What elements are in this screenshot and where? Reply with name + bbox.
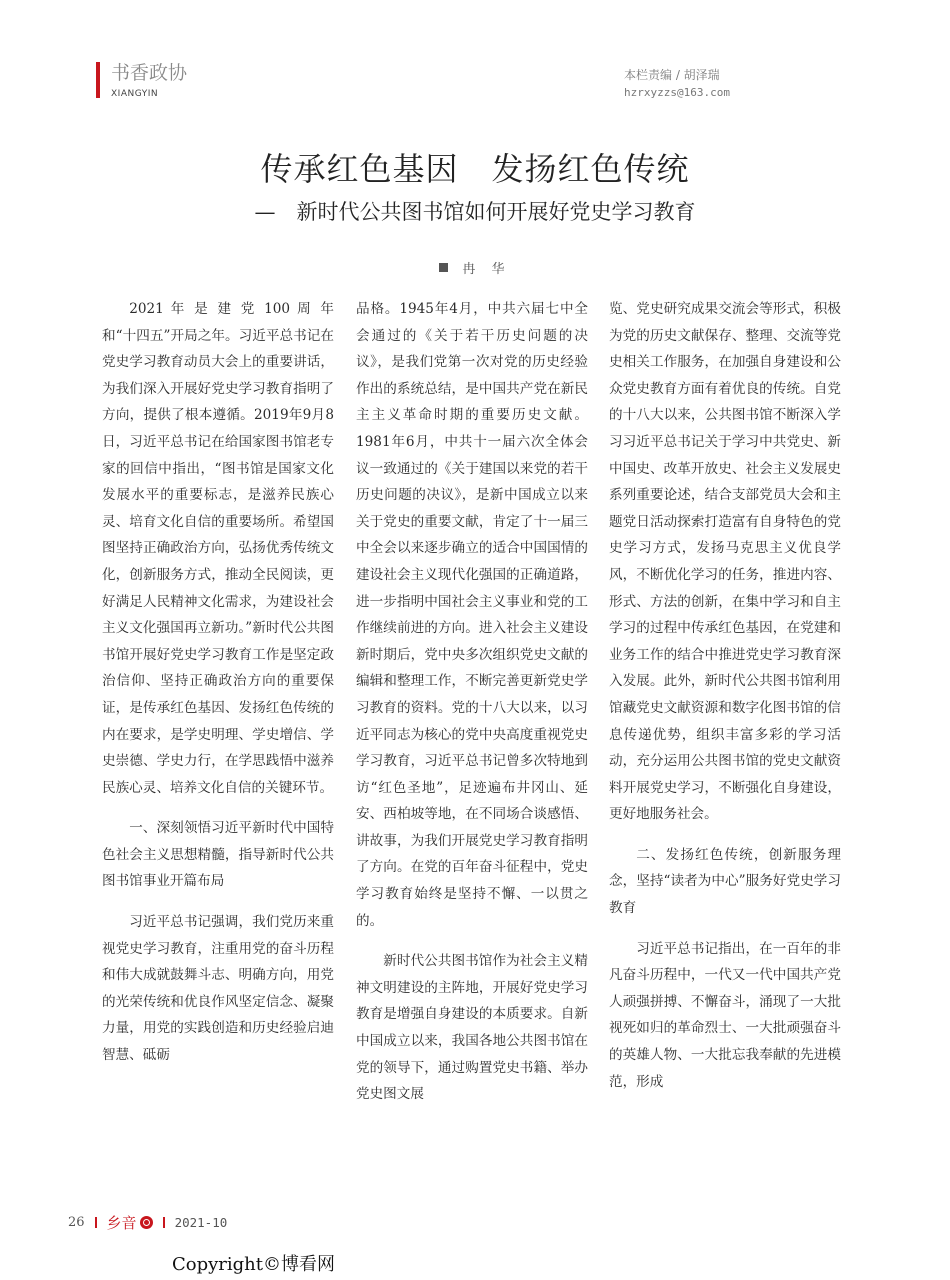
text-column-2: [356, 296, 588, 1108]
section-title: 书香政协: [111, 62, 188, 84]
text-column-3: [609, 296, 841, 1095]
editor-info: [624, 66, 824, 99]
square-bullet-icon: [439, 263, 448, 272]
page-number: 26: [68, 1215, 85, 1230]
column-editor: 本栏责编 / 胡泽瑞: [624, 68, 720, 82]
section-english-title: XIANGYIN: [111, 89, 159, 99]
magazine-logo-icon: [140, 1216, 153, 1229]
body-paragraph: 品格。1945年4月，中共六届七中全会通过的《关于若干历史问题的决议》，是我们党第一次对党的历史经验作出的系统总结，是中国共产党在新民主主义革命时期的重要历史文献。1981年6月，中共十一届六次全体会议一致通过的《关于建国以来党的若干历史问题的决议》，是新中国成立以来关于党史的重要文献，肯定了十一届三中全会以来逐步确立的适合中国国情的建设社会主义现代化强国的正确道路，进一步指明中国社会主义事业和党的工作继续前进的方向。进入社会主义建设新时期后，党中央多次组织党史文献的编辑和整理工作，不断完善更新党史学习教育的资料。党的十八大以来，以习近平同志为核心的党中央高度重视党史学习教育，习近平总书记曾多次特地到访“红色圣地”，足迹遍布井冈山、延安、西柏坡等地，在不同场合谈感悟、讲故事，为我们开展党史学习教育指明了方向。在党的百年奋斗征程中，党史学习教育始终是坚持不懈、一以贯之的。: [356, 301, 588, 929]
body-paragraph: 习近平总书记强调，我们党历来重视党史学习教育，注重用党的奋斗历程和伟大成就鼓舞斗志、明确方向，用党的光荣传统和优良作风坚定信念、凝聚力量，用党的实践创造和历史经验启迪智慧、砥砺: [102, 914, 334, 1064]
section-accent-bar: [96, 62, 100, 98]
footer-divider: [163, 1217, 165, 1228]
body-paragraph: 览、党史研究成果交流会等形式，积极为党的历史文献保存、整理、交流等党史相关工作服务，在加强自身建设和公众党史教育方面有着优良的传统。自党的十八大以来，公共图书馆不断深入学习习近平总书记关于学习中共党史、新中国史、改革开放史、社会主义发展史系列重要论述，结合支部党员大会和主题党日活动探索打造富有自身特色的党史学习方式，发扬马克思主义优良学风，不断优化学习的任务，推进内容、形式、方法的创新，在集中学习和自主学习的过程中传承红色基因，在党建和业务工作的结合中推进党史学习教育深入发展。此外，新时代公共图书馆利用馆藏党史文献资源和数字化图书馆的信息传递优势，组织丰富多彩的学习活动，充分运用公共图书馆的党史文献资料开展党史学习，不断强化自身建设，更好地服务社会。: [609, 301, 841, 823]
page-footer: [68, 1212, 227, 1233]
article-title: 传承红色基因 发扬红色传统: [260, 150, 690, 188]
article-subtitle: — 新时代公共图书馆如何开展好党史学习教育: [254, 200, 696, 224]
body-paragraph: 习近平总书记指出，在一百年的非凡奋斗历程中，一代又一代中国共产党人顽强拼搏、不懈奋斗，涌现了一大批视死如归的革命烈士、一大批顽强奋斗的英雄人物、一大批忘我奉献的先进模范，形成: [609, 940, 841, 1090]
section-heading: 二、发扬红色传统，创新服务理念，坚持“读者为中心”服务好党史学习教育: [609, 846, 841, 917]
copyright-watermark: Copyright©博看网: [172, 1254, 336, 1275]
section-heading: 一、深刻领悟习近平新时代中国特色社会主义思想精髓，指导新时代公共图书馆事业开篇布局: [102, 820, 334, 890]
author-byline: [0, 258, 950, 277]
footer-divider: [95, 1217, 97, 1228]
author-name: 冉 华: [462, 262, 511, 277]
body-paragraph: 新时代公共图书馆作为社会主义精神文明建设的主阵地，开展好党史学习教育是增强自身建设的本质要求。自新中国成立以来，我国各地公共图书馆在党的领导下，通过购置党史书籍、举办党史图文展: [356, 953, 588, 1103]
text-column-1: [102, 296, 334, 1069]
editor-email: hzrxyzzs@163.com: [624, 86, 730, 99]
issue-date: 2021-10: [174, 1215, 228, 1230]
body-paragraph: 2021 年 是 建 党 100 周 年 和“十四五”开局之年。习近平总书记在党史学习教育动员大会上的重要讲话，为我们深入开展好党史学习教育指明了方向，提供了根本遵循。2019年9月8日，习近平总书记在给国家图书馆老专家的回信中指出，“图书馆是国家文化发展水平的重要标志，是滋养民族心灵、培育文化自信的重要场所。希望国图坚持正确政治方向，弘扬优秀传统文化，创新服务方式，推动全民阅读，更好满足人民精神文化需求，为建设社会主义文化强国再立新功。”新时代公共图书馆开展好党史学习教育工作是坚定政治信仰、坚持正确政治方向的重要保证，是传承红色基因、发扬红色传统的内在要求，是学史明理、学史增信、学史崇德、学史力行，在学思践悟中滋养民族心灵、培养文化自信的关键环节。: [102, 301, 334, 796]
magazine-name: 乡音: [106, 1214, 137, 1232]
